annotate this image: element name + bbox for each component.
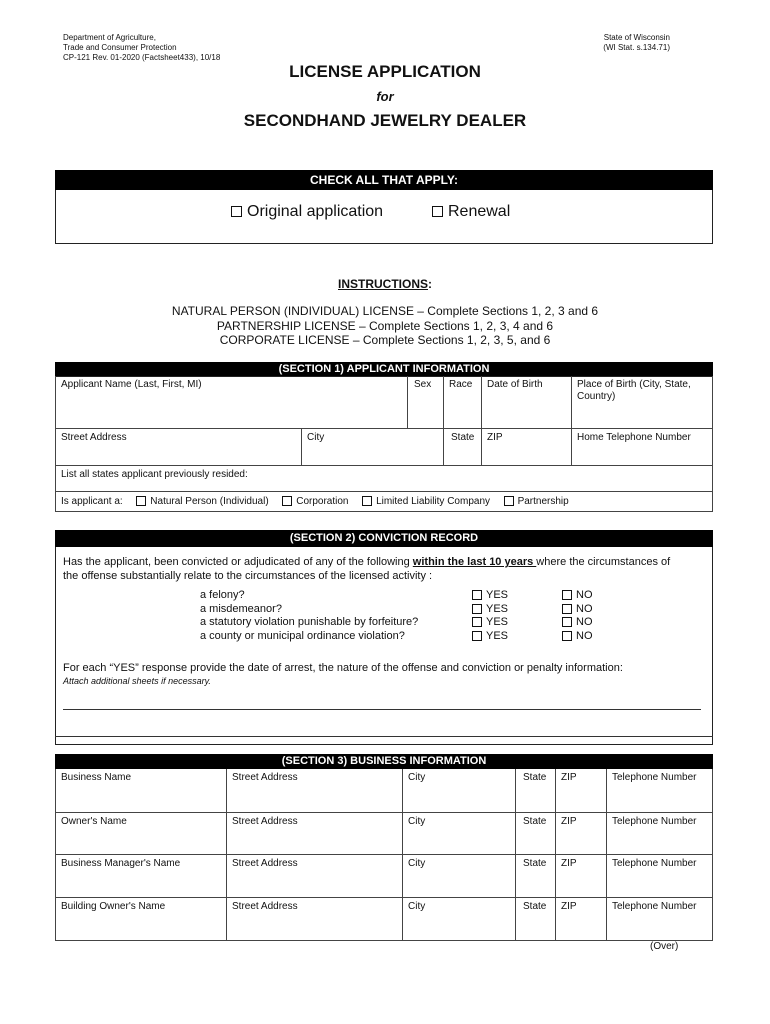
section2-heading: (SECTION 2) CONVICTION RECORD [55,530,713,547]
building-owner-street-field[interactable] [226,897,403,941]
conviction-question-emphasis: within the last 10 years [412,556,537,568]
dob-label: Date of Birth [487,379,543,390]
yes-checkbox[interactable] [472,604,482,614]
zip-label: ZIP [487,432,503,443]
page-title: LICENSE APPLICATION [289,62,481,81]
row-name-label: Owner's Name [61,816,127,827]
race-label: Race [449,379,473,390]
yes-label: YES [486,629,509,642]
yes-options [472,589,508,643]
owner-state-field[interactable] [515,812,556,855]
yes-option[interactable] [472,630,508,644]
owner-phone-field[interactable] [606,812,713,855]
applicant-name-label: Applicant Name (Last, First, MI) [61,379,202,390]
instructions-heading-text: INSTRUCTIONS [338,277,428,291]
business-state-field[interactable] [515,769,556,813]
row-street-label: Street Address [232,816,298,827]
manager-phone-field[interactable] [606,854,713,898]
business-name-field[interactable] [55,769,227,813]
row-street-label: Street Address [232,901,298,912]
row-zip-label: ZIP [561,816,577,827]
no-label: NO [576,629,593,642]
yes-label: YES [486,616,509,628]
conviction-items [200,589,418,643]
instruction-partnership: PARTNERSHIP LICENSE – Complete Sections 1, 2, 3, 4 and 6 [216,318,554,333]
business-city-field[interactable] [402,769,516,813]
statute-line: (WI Stat. s.134.71) [603,43,670,52]
renewal-label: Renewal [448,203,511,220]
yes-response-instruction: For each “YES” response provide the date of arrest, the nature of the offense and conviction or penalty information: [63,662,623,674]
attach-sheets-note: Attach additional sheets if necessary. [63,676,211,686]
yes-option[interactable] [472,603,508,617]
instructions-list [0,304,770,348]
no-checkbox[interactable] [562,590,572,600]
building-owner-name-field[interactable] [55,897,227,941]
state-line-1: State of Wisconsin [603,33,670,42]
title-for: for [376,89,394,104]
row-phone-label: Telephone Number [612,901,697,912]
applicant-type-row [55,491,713,512]
row-name-label: Business Name [61,772,132,783]
pob-field[interactable] [571,376,713,429]
manager-name-field[interactable] [55,854,227,898]
state-label: State [451,432,475,443]
llc-option[interactable] [362,496,490,507]
no-checkbox[interactable] [562,617,572,627]
conviction-question [63,555,708,583]
building-owner-phone-field[interactable] [606,897,713,941]
llc-label: Limited Liability Company [376,496,491,507]
row-street-label: Street Address [232,772,298,783]
original-application-checkbox[interactable] [231,206,242,217]
conviction-item-label: a misdemeanor? [200,602,282,615]
row-city-label: City [408,816,426,827]
conviction-question-part1: Has the applicant, been convicted or adjudicated of any of the following [63,556,413,568]
original-application-label: Original application [247,203,384,220]
yes-option[interactable] [472,616,508,630]
conviction-item-label: a statutory violation punishable by forfeiture? [200,616,419,628]
check-all-heading: CHECK ALL THAT APPLY: [55,170,713,190]
street-address-field[interactable] [55,428,302,466]
conviction-item-label: a felony? [200,589,245,601]
corporation-checkbox[interactable] [282,496,292,506]
yes-label: YES [486,589,509,601]
row-zip-label: ZIP [561,772,577,783]
no-option[interactable] [562,630,593,644]
sex-label: Sex [414,379,432,390]
row-name-label: Business Manager's Name [61,858,181,869]
no-option[interactable] [562,616,593,630]
no-label: NO [576,602,593,615]
business-street-field[interactable] [226,769,403,813]
instructions-heading [0,277,770,291]
corporation-label: Corporation [296,496,349,507]
row-city-label: City [408,858,426,869]
city-label: City [307,432,325,443]
row-state-label: State [523,901,547,912]
original-application-option[interactable] [231,203,383,221]
conviction-question-line2: the offense substantially relate to the circumstances of the licensed activity : [63,570,433,582]
state-field[interactable] [443,428,482,466]
form-number: CP-121 Rev. 01-2020 (Factsheet433), 10/18 [63,53,221,62]
owner-city-field[interactable] [402,812,516,855]
llc-checkbox[interactable] [362,496,372,506]
dept-line-1: Department of Agriculture, [63,33,156,42]
building-owner-state-field[interactable] [515,897,556,941]
row-state-label: State [523,858,547,869]
manager-zip-field[interactable] [555,854,607,898]
instruction-individual: NATURAL PERSON (INDIVIDUAL) LICENSE – Complete Sections 1, 2, 3 and 6 [171,304,599,318]
states-resided-field[interactable] [55,465,713,492]
owner-zip-field[interactable] [555,812,607,855]
row-state-label: State [523,816,547,827]
race-field[interactable] [443,376,482,429]
owner-name-field[interactable] [55,812,227,855]
manager-street-field[interactable] [226,854,403,898]
row-zip-label: ZIP [561,858,577,869]
row-phone-label: Telephone Number [612,858,697,869]
state-header [560,33,670,53]
section1-heading: (SECTION 1) APPLICANT INFORMATION [55,362,713,376]
pob-label: Place of Birth (City, State, Country) [577,379,691,402]
section2-divider [55,736,713,737]
natural-person-label: Natural Person (Individual) [150,496,269,507]
yes-checkbox[interactable] [472,617,482,627]
agency-header [63,33,220,63]
row-phone-label: Telephone Number [612,772,697,783]
building-owner-zip-field[interactable] [555,897,607,941]
check-all-box [55,190,713,244]
row-phone-label: Telephone Number [612,816,697,827]
row-name-label: Building Owner's Name [61,901,166,912]
applicant-type-label: Is applicant a: [61,496,123,507]
conviction-details-line[interactable] [63,709,701,710]
home-phone-field[interactable] [571,428,713,466]
no-checkbox[interactable] [562,631,572,641]
instructions-colon: : [428,277,432,291]
business-zip-field[interactable] [555,769,607,813]
no-label: NO [576,616,593,628]
yes-checkbox[interactable] [472,631,482,641]
dob-field[interactable] [481,376,572,429]
no-option[interactable] [562,603,593,617]
applicant-name-field[interactable] [55,376,408,429]
yes-checkbox[interactable] [472,590,482,600]
yes-option[interactable] [472,589,508,603]
building-owner-city-field[interactable] [402,897,516,941]
street-address-label: Street Address [61,432,127,443]
no-option[interactable] [562,589,593,603]
conviction-item-label: a county or municipal ordinance violation? [200,629,405,642]
dept-line-2: Trade and Consumer Protection [63,43,177,52]
home-phone-label: Home Telephone Number [577,432,691,443]
no-checkbox[interactable] [562,604,572,614]
partnership-checkbox[interactable] [504,496,514,506]
instruction-corporate: CORPORATE LICENSE – Complete Sections 1, 2, 3, 5, and 6 [219,333,551,347]
owner-street-field[interactable] [226,812,403,855]
yes-label: YES [486,602,509,615]
sex-field[interactable] [407,376,444,429]
no-label: NO [576,589,593,601]
row-street-label: Street Address [232,858,298,869]
section3-heading: (SECTION 3) BUSINESS INFORMATION [55,754,713,769]
page-subtitle: SECONDHAND JEWELRY DEALER [243,111,527,130]
over-note: (Over) [650,941,679,952]
city-field[interactable] [301,428,444,466]
conviction-question-part2: where the circumstances of [536,556,671,568]
row-zip-label: ZIP [561,901,577,912]
manager-state-field[interactable] [515,854,556,898]
no-options [562,589,593,643]
natural-person-option[interactable] [136,496,268,507]
renewal-checkbox[interactable] [432,206,443,217]
states-resided-label: List all states applicant previously resided: [61,469,248,480]
manager-city-field[interactable] [402,854,516,898]
partnership-option[interactable] [504,496,569,507]
business-phone-field[interactable] [606,769,713,813]
natural-person-checkbox[interactable] [136,496,146,506]
corporation-option[interactable] [282,496,348,507]
row-city-label: City [408,772,426,783]
zip-field[interactable] [481,428,572,466]
partnership-label: Partnership [517,496,569,507]
row-state-label: State [523,772,547,783]
renewal-option[interactable] [432,203,510,221]
row-city-label: City [408,901,426,912]
